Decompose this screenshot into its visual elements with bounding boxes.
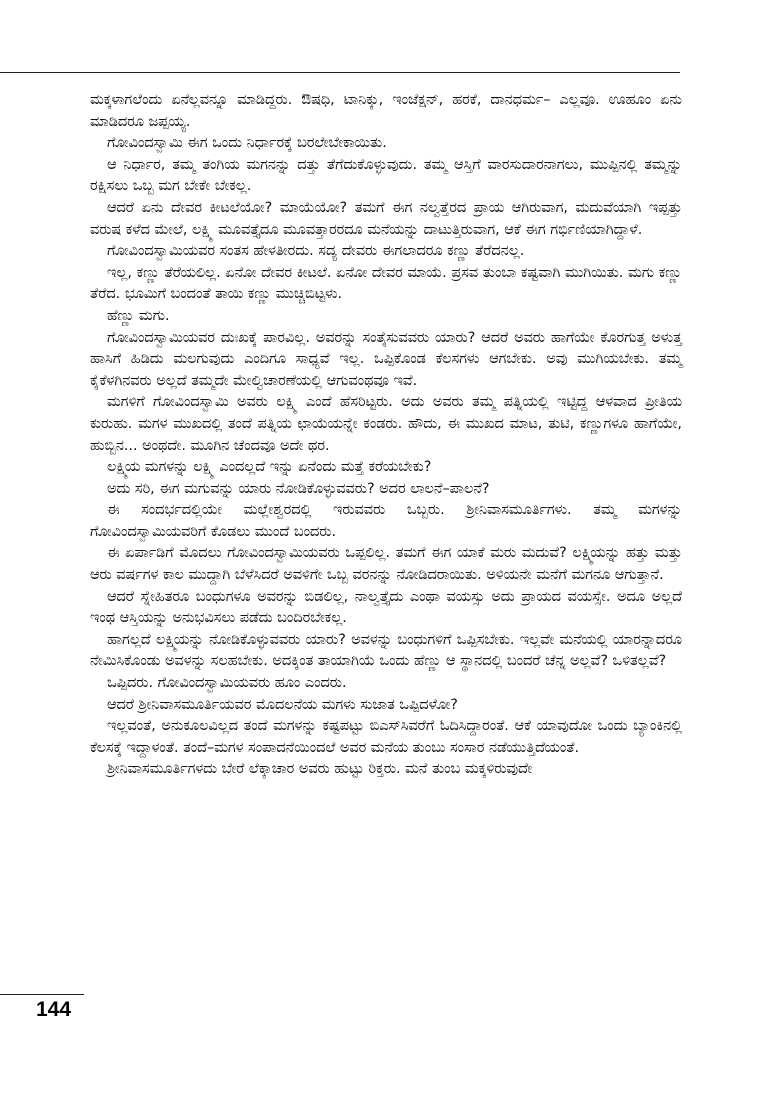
page-number: 144 <box>36 998 72 1021</box>
paragraph: ಹೆಣ್ಣು ಮಗು. <box>107 307 170 324</box>
paragraph: ಗೋವಿಂದಸ್ವಾಮಿ ಈಗ ಒಂದು ನಿರ್ಧಾರಕ್ಕೆ ಬರಲೇಬೇಕಾಯಿತು. <box>107 135 387 152</box>
paragraph: ಮಗಳಿಗೆ ಗೋವಿಂದಸ್ವಾಮಿ ಅವರು ಲಕ್ಷ್ಮಿ ಎಂದೆ ಹೆಸರಿಟ್ಟರು. ಅದು ಅವರು ತಮ್ಮ ಪತ್ನಿಯಲ್ಲಿ ಇಟ್ಟಿದ್ದ ಆಳವಾದ ಪ್ರೀತಿಯ ಕುರುಹು. ಮಗಳ ಮುಖದಲ್ಲಿ ತಂದೆ ಪತ್ನಿಯ ಛಾಯೆಯನ್ನೇ ಕಂಡರು. ಹೌದು, ಈ ಮುಖದ ಮಾಟ, ತುಟಿ, ಕಣ್ಣುಗಳೂ ಹಾಗೆಯೇ, ಹುಬ್ಬಿನ... ಅಂಥದೇ. ಮೂಗಿನ ಚೆಂದವೂ ಅದೇ ಥರ. <box>90 394 682 454</box>
paragraph: ಆದರೆ ಏನು ದೇವರ ಕೀಟಲೆಯೋ? ಮಾಯೆಯೋ? ತಮಗೆ ಈಗ ನಲ್ವತ್ತೆರದ ಪ್ರಾಯ ಆಗಿರುವಾಗ, ಮದುವೆಯಾಗಿ ಇಪ್ಪತ್ತು ವರುಷ ಕಳೆದ ಮೇಲೆ, ಲಕ್ಷ್ಮಿ ಮೂವತ್ತೈದೂ ಮೂವತ್ತಾರರದೂ ಮನೆಯನ್ನು ದಾಟುತ್ತಿರುವಾಗ, ಆಕೆ ಈಗ ಗರ್ಭಿಣಿಯಾಗಿದ್ದಾಳೆ. <box>90 199 682 238</box>
paragraph: ಗೋವಿಂದಸ್ವಾಮಿಯವರ ಸಂತಸ ಹೇಳತೀರದು. ಸದ್ಯ ದೇವರು ಈಗಲಾದರೂ ಕಣ್ಣು ತೆರೆದನಲ್ಲ. <box>107 243 525 260</box>
paragraph: ಹಾಗಲ್ಲದೆ ಲಕ್ಷ್ಮಿಯನ್ನು ನೋಡಿಕೊಳ್ಳುವವರು ಯಾರು? ಅವಳನ್ನು ಬಂಧುಗಳಿಗೆ ಒಪ್ಪಿಸಬೇಕು. ಇಲ್ಲವೇ ಮನೆಯಲ್ಲಿ ಯಾರನ್ನಾದರೂ ನೇಮಿಸಿಕೊಂಡು ಅವಳನ್ನು ಸಲಹಬೇಕು. ಅದಕ್ಕಿಂತ ತಾಯಾಗಿಯೆ ಒಂದು ಹೆಣ್ಣು ಆ ಸ್ಥಾನದಲ್ಲಿ ಬಂದರೆ ಚೆನ್ನ ಅಲ್ಲವೆ? ಒಳಿತಲ್ಲವೆ? <box>90 631 682 670</box>
paragraph: ಗೋವಿಂದಸ್ವಾಮಿಯವರ ದುಃಖಕ್ಕೆ ಪಾರವಿಲ್ಲ. ಅವರನ್ನು ಸಂತೈಸುವವರು ಯಾರು? ಆದರೆ ಅವರು ಹಾಗೆಯೇ ಕೊರಗುತ್ತ ಅಳುತ್ತ ಹಾಸಿಗೆ ಹಿಡಿದು ಮಲಗುವುದು ಎಂದಿಗೂ ಸಾಧ್ಯವೆ ಇಲ್ಲ. ಒಪ್ಪಿಕೊಂಡ ಕೆಲಸಗಳು ಆಗಬೇಕು. ಅವು ಮುಗಿಯಬೇಕು. ತಮ್ಮ ಕೈಕೆಳಗಿನವರು ಅಲ್ಲದೆ ತಮ್ಮದೇ ಮೇಲ್ವಿಚಾರಣೆಯಲ್ಲಿ ಆಗುವಂಥವೂ ಇವೆ. <box>90 329 682 389</box>
paragraph: ಈ ಏರ್ಪಾಡಿಗೆ ಮೊದಲು ಗೋವಿಂದಸ್ವಾಮಿಯವರು ಒಪ್ಪಲಿಲ್ಲ. ತಮಗೆ ಈಗ ಯಾಕೆ ಮರು ಮದುವೆ? ಲಕ್ಷ್ಮಿಯನ್ನು ಹತ್ತು ಮತ್ತು ಆರು ವರ್ಷಗಳ ಕಾಲ ಮುದ್ದಾಗಿ ಬೆಳೆಸಿದರೆ ಅವಳಿಗೇ ಒಬ್ಬ ವರನನ್ನು ನೋಡಿದರಾಯಿತು. ಅಳಿಯನೇ ಮನೆಗೆ ಮಗನೂ ಆಗುತ್ತಾನೆ. <box>90 545 682 584</box>
paragraph: ಈ ಸಂದರ್ಭದಲ್ಲಿಯೇ ಮಲ್ಲೇಶ್ವರದಲ್ಲಿ ಇರುವವರು ಒಬ್ಬರು. ಶ್ರೀನಿವಾಸಮೂರ್ತಿಗಳು. ತಮ್ಮ ಮಗಳನ್ನು ಗೋವಿಂದಸ್ವಾಮಿಯವರಿಗೆ ಕೊಡಲು ಮುಂದೆ ಬಂದರು. <box>90 502 682 540</box>
paragraph: ಆದರೆ ಸ್ನೇಹಿತರೂ ಬಂಧುಗಳೂ ಅವರನ್ನು ಬಿಡಲಿಲ್ಲ, ನಾಲ್ವತ್ತೈದು ಎಂಥಾ ವಯಸ್ಸು ಅದು ಪ್ರಾಯದ ವಯಸ್ಸೇ. ಅದೂ ಅಲ್ಲದೆ ಇಂಥ ಆಸ್ತಿಯನ್ನು ಅನುಭವಿಸಲು ಪಡೆದು ಬಂದಿರಬೇಕಲ್ಲ. <box>90 588 682 627</box>
paragraph: ಇಲ್ಲ, ಕಣ್ಣು ತೆರೆಯಲಿಲ್ಲ. ಏನೋ ದೇವರ ಕೀಟಲೆ. ಏನೋ ದೇವರ ಮಾಯೆ. ಪ್ರಸವ ತುಂಬಾ ಕಷ್ಟವಾಗಿ ಮುಗಿಯಿತು. ಮಗು ಕಣ್ಣು ತೆರೆದ. ಭೂಮಿಗೆ ಬಂದಂತೆ ತಾಯಿ ಕಣ್ಣು ಮುಚ್ಚಿಬಿಟ್ಟಳು. <box>90 264 682 303</box>
paragraph: ಒಪ್ಪಿದರು. ಗೋವಿಂದಸ್ವಾಮಿಯವರು ಹೂಂ ಎಂದರು. <box>107 675 347 692</box>
body-text <box>90 90 682 781</box>
header-rule <box>0 72 680 73</box>
paragraph: ಶ್ರೀನಿವಾಸಮೂರ್ತಿಗಳದು ಬೇರೆ ಲೆಕ್ಕಾಚಾರ ಅವರು ಹುಟ್ಟು ರಿಕ್ತರು. ಮನೆ ತುಂಬ ಮಕ್ಕಳಿರುವುದೇ <box>107 761 533 778</box>
paragraph: ಮಕ್ಕಳಾಗಲೆಂದು ಏನೆಲ್ಲವನ್ನೂ ಮಾಡಿದ್ದರು. ಔಷಧಿ, ಟಾನಿಕ್ಕು, ಇಂಜೆಕ್ಷನ್, ಹರಕೆ, ದಾನಧರ್ಮ– ಎಲ್ಲವೂ. ಊಹೂಂ ಏನು ಮಾಡಿದರೂ ಜಪ್ಪಯ್ಯ. <box>90 92 682 130</box>
paragraph: ಆದರೆ ಶ್ರೀನಿವಾಸಮೂರ್ತಿಯವರ ಮೊದಲನೆಯ ಮಗಳು ಸುಜಾತ ಒಪ್ಪಿದಳೋ? <box>107 696 458 713</box>
page-number-rule <box>0 994 84 995</box>
paragraph: ಅದು ಸರಿ, ಈಗ ಮಗುವನ್ನು ಯಾರು ನೋಡಿಕೊಳ್ಳುವವರು? ಅದರ ಲಾಲನೆ–ಪಾಲನೆ? <box>107 480 490 497</box>
paragraph: ಇಲ್ಲವಂತೆ, ಅನುಕೂಲವಿಲ್ಲದ ತಂದೆ ಮಗಳನ್ನು ಕಷ್ಟಪಟ್ಟು ಬಿಎಸ್‌ಸಿವರೆಗೆ ಓದಿಸಿದ್ದಾರಂತೆ. ಆಕೆ ಯಾವುದೋ ಒಂದು ಬ್ಯಾಂಕಿನಲ್ಲಿ ಕೆಲಸಕ್ಕೆ ಇದ್ದಾಳಂತೆ. ತಂದೆ–ಮಗಳ ಸಂಪಾದನೆಯಿಂದಲೆ ಅವರ ಮನೆಯ ತುಂಬು ಸಂಸಾರ ನಡೆಯುತ್ತಿದೆಯಂತೆ. <box>90 718 682 756</box>
paragraph: ಆ ನಿರ್ಧಾರ, ತಮ್ಮ ತಂಗಿಯ ಮಗನನ್ನು ದತ್ತು ತೆಗೆದುಕೊಳ್ಳುವುದು. ತಮ್ಮ ಆಸ್ತಿಗೆ ವಾರಸುದಾರನಾಗಲು, ಮುಪ್ಪಿನಲ್ಲಿ ತಮ್ಮನ್ನು ರಕ್ಷಿಸಲು ಒಬ್ಬ ಮಗ ಬೇಕೇ ಬೇಕಲ್ಲ. <box>90 156 682 195</box>
paragraph: ಲಕ್ಷ್ಮಿಯ ಮಗಳನ್ನು ಲಕ್ಷ್ಮಿ ಎಂದಲ್ಲದೆ ಇನ್ನು ಏನೆಂದು ಮತ್ತೆ ಕರೆಯಬೇಕು? <box>107 459 432 476</box>
